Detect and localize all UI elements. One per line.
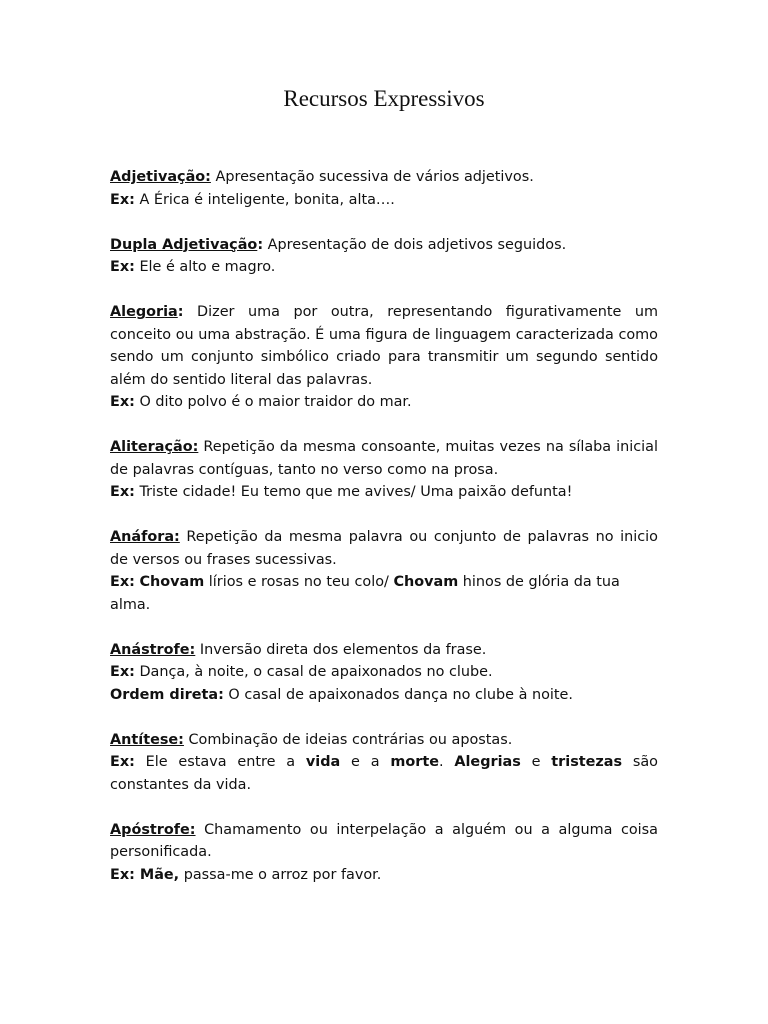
definition-text: Combinação de ideias contrárias ou apostas. — [183, 731, 513, 748]
example-label: Ex: — [110, 259, 135, 275]
entry-dupla-adjetivacao — [110, 234, 658, 279]
entry-anafora — [110, 526, 658, 616]
example-text-part: e — [520, 754, 552, 770]
example-text: passa-me o arroz por favor. — [179, 866, 382, 883]
example-text-part: lírios e rosas no teu colo/ — [204, 574, 394, 590]
example-label: Ex: — [110, 191, 135, 208]
definition-line — [110, 819, 658, 864]
term-label: Dupla Adjetivação — [110, 236, 258, 253]
example-text-part: são constantes da vida. — [110, 754, 658, 793]
example-text-part: e a — [340, 754, 391, 770]
example-text: Ele é alto e magro. — [134, 259, 276, 275]
definition-line — [110, 234, 658, 257]
direct-order-text: O casal de apaixonados dança no clube à noite. — [223, 686, 573, 703]
example-text: Dança, à noite, o casal de apaixonados no clube. — [134, 664, 493, 680]
definition-line — [110, 301, 658, 391]
entry-apostrofe — [110, 819, 658, 887]
example-label: Ex: — [110, 754, 135, 770]
definition-text: Dizer uma por outra, representando figurativamente um conceito ou uma abstração. É uma figura de linguagem caracterizada como sendo um conjunto simbólico criado para transmitir um segundo sentido além do sentido literal das palavras. — [110, 304, 658, 388]
definition-text: Apresentação de dois adjetivos seguidos. — [263, 236, 567, 253]
example-line — [110, 189, 658, 212]
entry-antitese — [110, 729, 658, 797]
example-line — [110, 751, 658, 796]
example-text: O dito polvo é o maior traidor do mar. — [134, 394, 412, 410]
example-text-part: Ele estava entre a — [134, 754, 306, 770]
example-line — [110, 256, 658, 279]
example-emphasis: Chovam — [393, 574, 459, 590]
definition-line — [110, 166, 658, 189]
example-label: Ex: — [110, 664, 135, 680]
definition-line — [110, 436, 658, 481]
definition-text: Apresentação sucessiva de vários adjetivos. — [210, 169, 534, 185]
example-text-part: hinos de glória da tua alma. — [110, 574, 620, 613]
example-emphasis: Mãe, — [134, 866, 180, 883]
definition-text: Inversão direta dos elementos da frase. — [195, 641, 487, 658]
example-line — [110, 661, 658, 684]
example-emphasis: Chovam — [139, 574, 205, 590]
example-text-part: . — [438, 754, 455, 770]
example-emphasis: tristezas — [551, 754, 623, 770]
term-label: Anástrofe: — [110, 641, 196, 658]
definition-text: Chamamento ou interpelação a alguém ou a alguma coisa personificada. — [110, 821, 658, 860]
example-line — [110, 481, 658, 504]
example-text: A Érica é inteligente, bonita, alta…. — [134, 191, 395, 208]
example-line — [110, 391, 658, 414]
term-label: Antítese: — [110, 731, 184, 748]
example-label: Ex: — [110, 574, 135, 590]
term-label: Anáfora: — [110, 529, 180, 545]
entry-anastrofe — [110, 639, 658, 707]
entry-alegoria — [110, 301, 658, 414]
definition-line — [110, 526, 658, 571]
entry-aliteracao — [110, 436, 658, 504]
example-line — [110, 864, 658, 887]
example-label: Ex: — [110, 394, 135, 410]
document-body — [110, 166, 658, 909]
term-label: Apóstrofe: — [110, 821, 196, 838]
example-emphasis: Alegrias — [454, 754, 521, 770]
definition-text: Repetição da mesma consoante, muitas vezes na sílaba inicial de palavras contíguas, tanto no verso como na prosa. — [110, 439, 658, 478]
direct-order-label: Ordem direta: — [110, 686, 224, 703]
direct-order-line — [110, 684, 658, 707]
definition-line — [110, 729, 658, 752]
term-colon: : — [177, 304, 184, 320]
example-text: Triste cidade! Eu temo que me avives/ Uma paixão defunta! — [134, 484, 573, 500]
example-emphasis: morte — [390, 754, 439, 770]
term-colon: : — [257, 236, 264, 253]
term-label: Alegoria — [110, 304, 178, 320]
example-emphasis: vida — [305, 754, 341, 770]
term-label: Aliteração: — [110, 439, 199, 455]
entry-adjetivacao — [110, 166, 658, 211]
definition-text: Repetição da mesma palavra ou conjunto de palavras no inicio de versos ou frases sucessivas. — [110, 529, 658, 568]
term-label: Adjetivação: — [110, 169, 211, 185]
page-title: Recursos Expressivos — [283, 86, 485, 111]
definition-line — [110, 639, 658, 662]
example-label: Ex: — [110, 484, 135, 500]
example-line — [110, 571, 658, 616]
example-label: Ex: — [110, 866, 135, 883]
